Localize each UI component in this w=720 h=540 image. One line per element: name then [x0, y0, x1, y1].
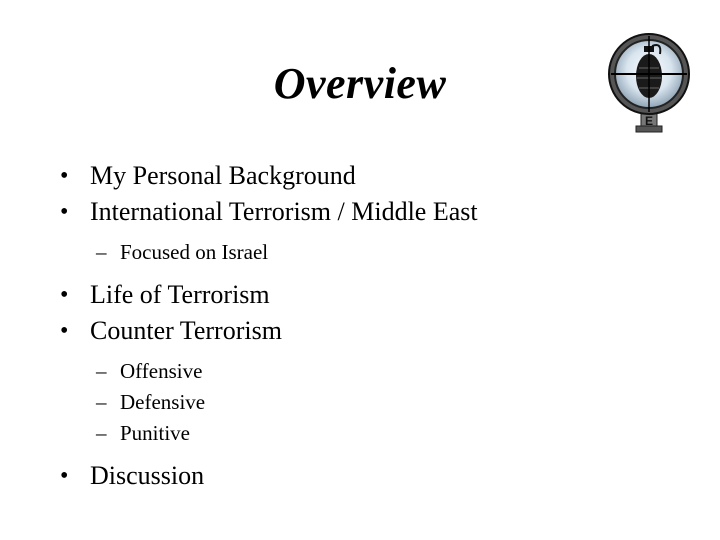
bullet-item: • Discussion	[60, 458, 700, 494]
bullet-item: • International Terrorism / Middle East	[60, 194, 700, 230]
sub-bullet-item: – Offensive	[60, 356, 700, 387]
sub-bullet-list	[60, 356, 700, 449]
bullet-item: • My Personal Background	[60, 158, 700, 194]
logo-letter: E	[644, 114, 654, 128]
sub-bullet-list	[60, 237, 700, 268]
slide-title: Overview	[273, 59, 447, 108]
sub-bullet-item: – Defensive	[60, 387, 700, 418]
bullet-item: • Life of Terrorism	[60, 277, 700, 313]
sub-bullet-item: – Punitive	[60, 418, 700, 449]
bullet-list	[60, 158, 700, 494]
grenade-crosshair-icon	[606, 28, 692, 136]
sub-bullet-item: – Focused on Israel	[60, 237, 700, 268]
bullet-item: • Counter Terrorism	[60, 313, 700, 349]
